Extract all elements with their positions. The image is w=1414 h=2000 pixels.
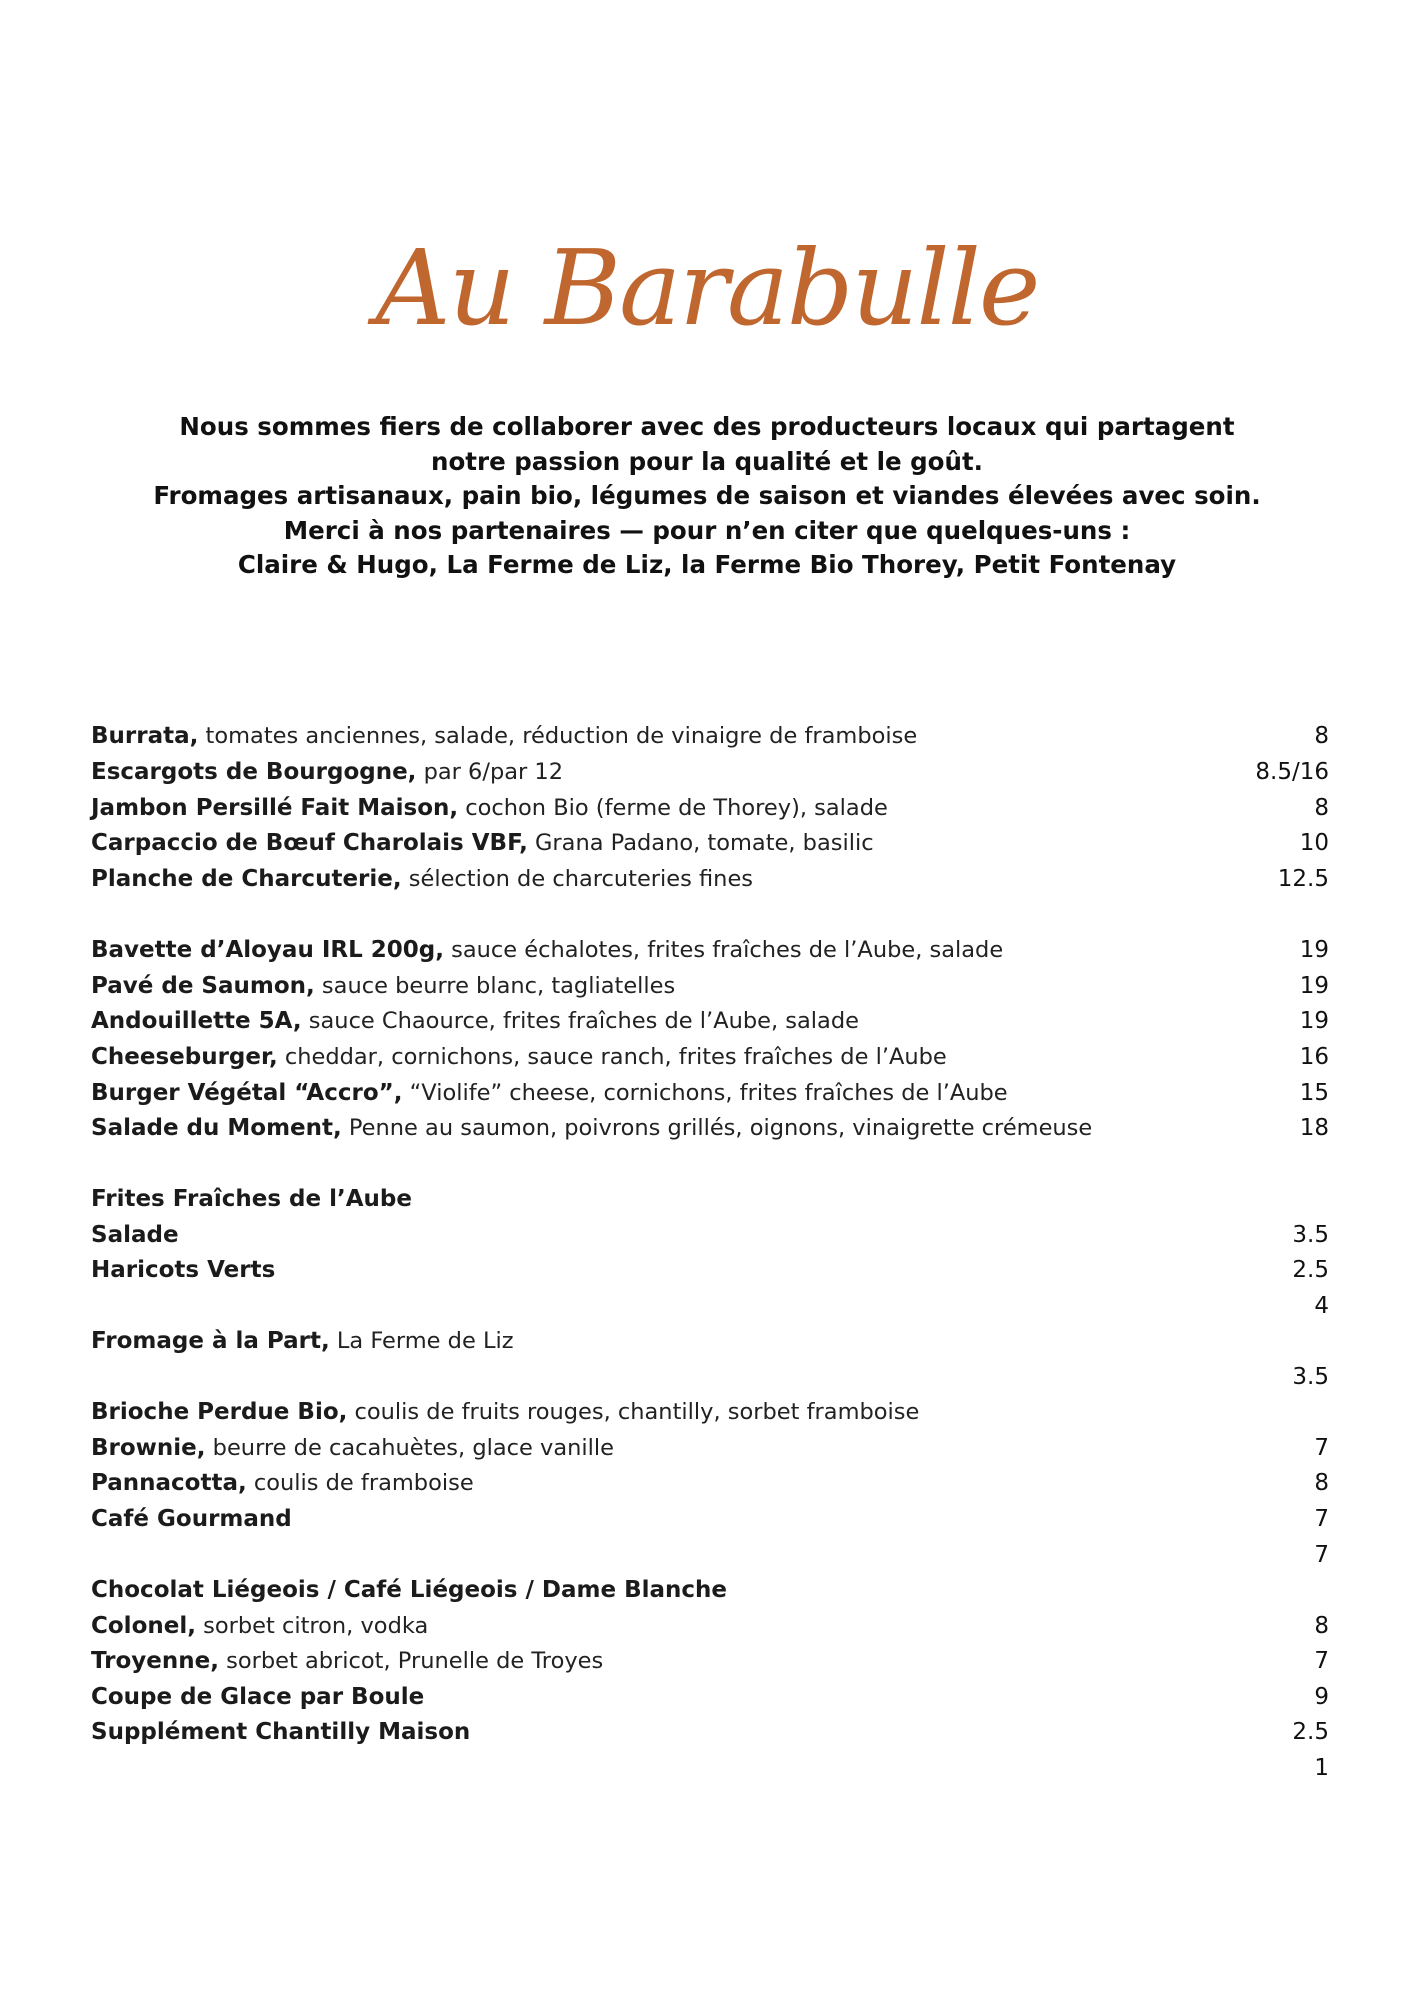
item-name: Café Gourmand: [91, 1506, 292, 1532]
price: 8.5/16: [1255, 759, 1329, 785]
item-name: Cheeseburger,: [91, 1044, 278, 1070]
intro-line: Nous sommes fiers de collaborer avec des producteurs locaux qui partagent: [179, 412, 1235, 441]
menu-item: [91, 1323, 1329, 1359]
price: 7: [1314, 1506, 1329, 1532]
price: 19: [1299, 937, 1329, 963]
restaurant-title: Au Barabulle: [375, 227, 1039, 349]
item-description: sélection de charcuteries fines: [401, 866, 754, 892]
price: 8: [1314, 1470, 1329, 1496]
price: 19: [1299, 1008, 1329, 1034]
item-name: Supplément Chantilly Maison: [91, 1719, 471, 1745]
item-name: Salade: [91, 1222, 179, 1248]
item-description: “Violife” cheese, cornichons, frites fraîches de l’Aube: [402, 1080, 1008, 1106]
item-description: sorbet citron, vodka: [195, 1613, 429, 1639]
price: 2.5: [1292, 1719, 1329, 1745]
item-description: sauce beurre blanc, tagliatelles: [314, 973, 676, 999]
price: 8: [1314, 1613, 1329, 1639]
price: 9: [1314, 1684, 1329, 1710]
intro-line: Fromages artisanaux, pain bio, légumes de saison et viandes élevées avec soin.: [153, 481, 1261, 510]
price: 4: [1314, 1293, 1329, 1319]
intro-text: [0, 410, 1414, 583]
price: 7: [1314, 1542, 1329, 1568]
price: 2.5: [1292, 1257, 1329, 1283]
item-name: Andouillette 5A,: [91, 1008, 302, 1034]
item-description: La Ferme de Liz: [329, 1328, 514, 1354]
item-name: Brioche Perdue Bio,: [91, 1399, 348, 1425]
item-description: par 6/par 12: [416, 759, 564, 785]
item-name: Burger Végétal “Accro”,: [91, 1080, 403, 1106]
item-name: Brownie,: [91, 1435, 206, 1461]
item-name: Jambon Persillé Fait Maison,: [91, 795, 459, 821]
price: 19: [1299, 973, 1329, 999]
price: 8: [1314, 795, 1329, 821]
price: 8: [1314, 723, 1329, 749]
item-name: Colonel,: [91, 1613, 196, 1639]
price: 16: [1299, 1044, 1329, 1070]
item-name: Coupe de Glace par Boule: [91, 1684, 425, 1710]
intro-line: Claire & Hugo, La Ferme de Liz, la Ferme Bio Thorey, Petit Fontenay: [237, 550, 1177, 579]
item-name: Salade du Moment,: [91, 1115, 342, 1141]
item-description: cheddar, cornichons, sauce ranch, frites fraîches de l’Aube: [277, 1044, 947, 1070]
intro-line: notre passion pour la qualité et le goût.: [431, 446, 983, 476]
item-description: cochon Bio (ferme de Thorey), salade: [458, 795, 888, 821]
price: 3.5: [1292, 1222, 1329, 1248]
price: 7: [1314, 1648, 1329, 1674]
item-description: beurre de cacahuètes, glace vanille: [205, 1435, 614, 1461]
item-name: Troyenne,: [91, 1648, 219, 1674]
price: 7: [1314, 1435, 1329, 1461]
item-description: sauce Chaource, frites fraîches de l’Aube, salade: [301, 1008, 859, 1034]
item-name: Frites Fraîches de l’Aube: [91, 1186, 412, 1212]
item-name: Chocolat Liégeois / Café Liégeois / Dame Blanche: [91, 1577, 727, 1603]
item-description: coulis de framboise: [246, 1470, 474, 1496]
item-description: sauce échalotes, frites fraîches de l’Aube, salade: [443, 937, 1004, 963]
price: 12.5: [1277, 866, 1329, 892]
price: 1: [1314, 1755, 1329, 1781]
item-name: Carpaccio de Bœuf Charolais VBF,: [91, 830, 528, 856]
item-description: coulis de fruits rouges, chantilly, sorbet framboise: [347, 1399, 920, 1425]
item-name: Pavé de Saumon,: [91, 973, 315, 999]
item-name: Haricots Verts: [91, 1257, 276, 1283]
price: 15: [1299, 1080, 1329, 1106]
item-name: Fromage à la Part,: [91, 1328, 330, 1354]
item-name: Bavette d’Aloyau IRL 200g,: [91, 937, 444, 963]
item-description: Grana Padano, tomate, basilic: [527, 830, 874, 856]
item-description: Penne au saumon, poivrons grillés, oignons, vinaigrette crémeuse: [341, 1115, 1093, 1141]
item-description: tomates anciennes, salade, réduction de vinaigre de framboise: [198, 723, 918, 749]
item-name: Burrata,: [91, 723, 199, 749]
menu-item: [91, 1394, 1329, 1430]
item-name: Planche de Charcuterie,: [91, 866, 402, 892]
price: 18: [1299, 1115, 1329, 1141]
menu-item: [91, 1181, 1329, 1217]
item-name: Escargots de Bourgogne,: [91, 759, 417, 785]
menu-item: [91, 1572, 1329, 1608]
intro-line: Merci à nos partenaires — pour n’en citer que quelques-uns :: [283, 515, 1131, 545]
item-name: Pannacotta,: [91, 1470, 247, 1496]
item-description: sorbet abricot, Prunelle de Troyes: [218, 1648, 604, 1674]
price: 3.5: [1292, 1364, 1329, 1390]
price: 10: [1299, 830, 1329, 856]
